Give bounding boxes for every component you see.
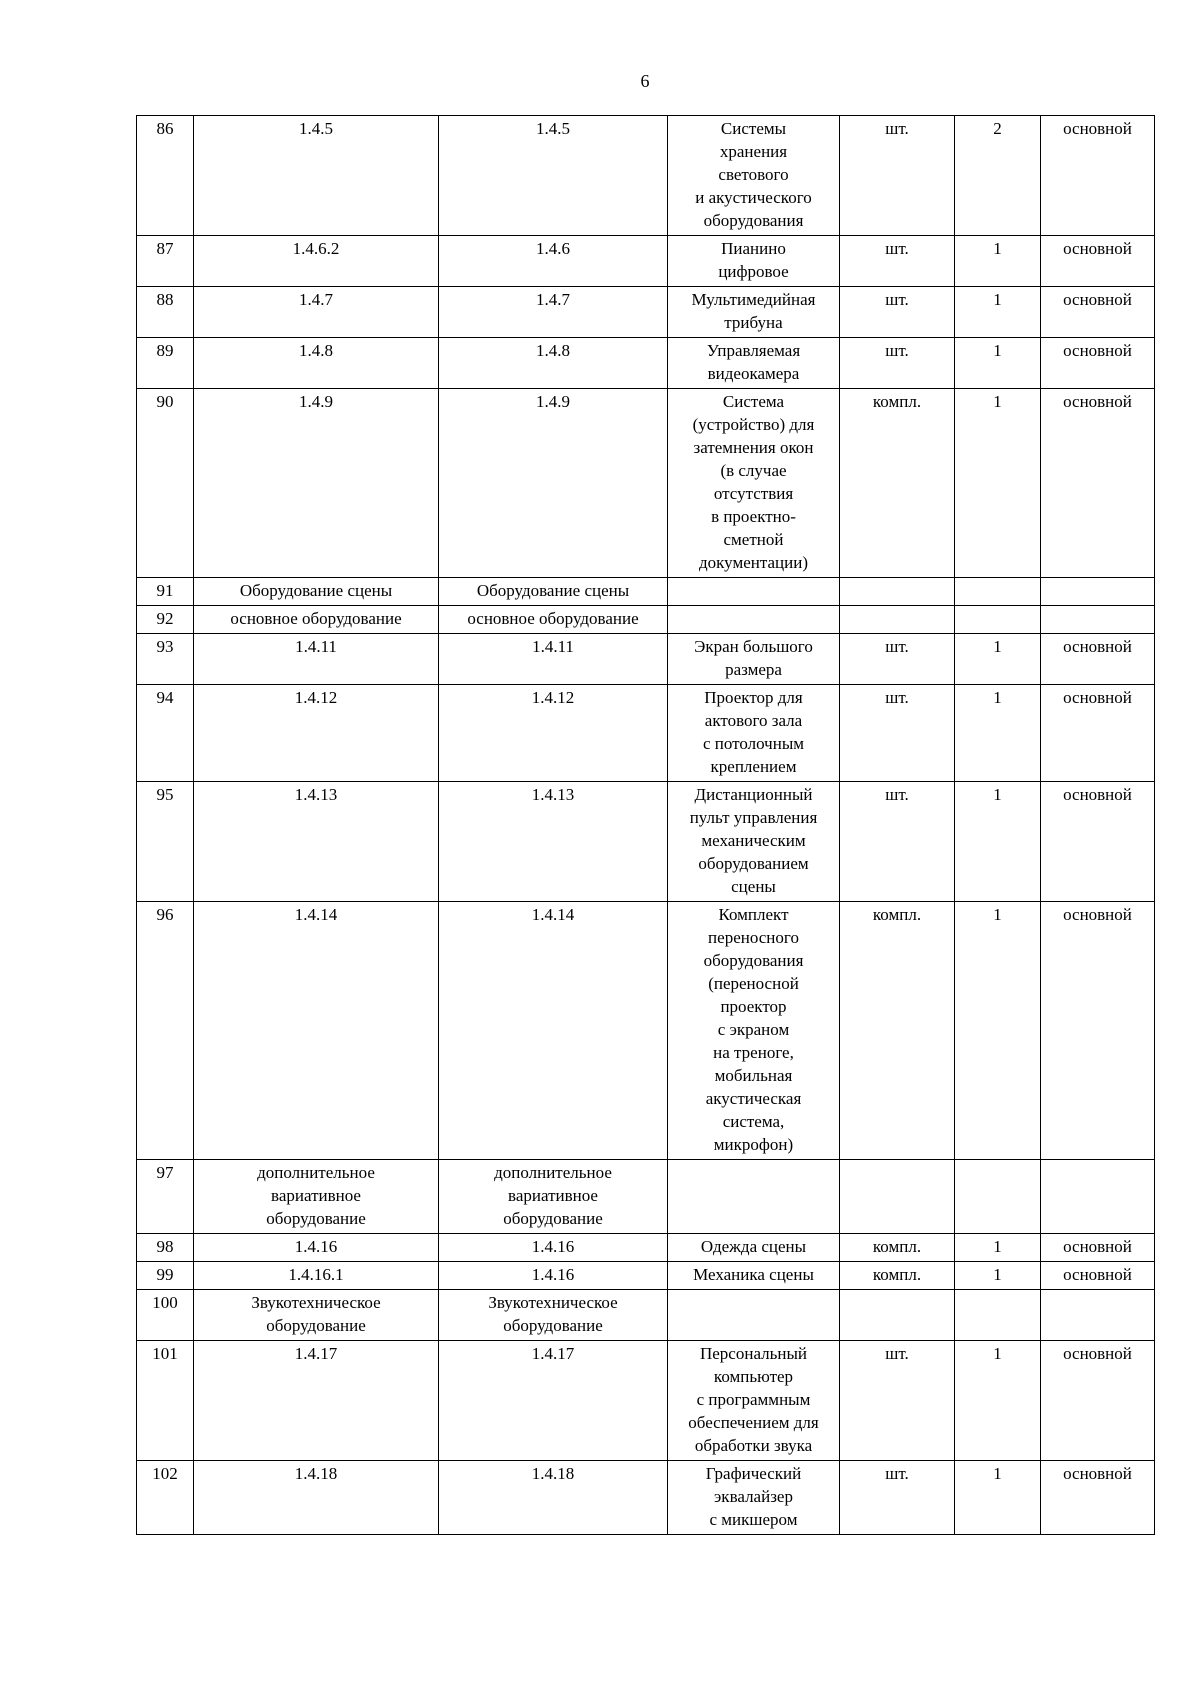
item-name-cell: Пианино цифровое	[668, 236, 840, 287]
unit-cell: шт.	[840, 1341, 955, 1461]
unit-cell	[840, 1160, 955, 1234]
quantity-cell: 1	[955, 287, 1041, 338]
unit-cell: компл.	[840, 902, 955, 1160]
item-name-cell: Персональный компьютер с программным обеспечением для обработки звука	[668, 1341, 840, 1461]
type-cell: основной	[1041, 782, 1155, 902]
quantity-cell: 1	[955, 1234, 1041, 1262]
code-b-cell: 1.4.8	[439, 338, 668, 389]
unit-cell: компл.	[840, 389, 955, 578]
code-b-cell: 1.4.5	[439, 116, 668, 236]
type-cell: основной	[1041, 287, 1155, 338]
type-cell: основной	[1041, 236, 1155, 287]
row-number-cell: 95	[137, 782, 194, 902]
code-a-cell: 1.4.16	[194, 1234, 439, 1262]
table-row	[137, 1461, 1155, 1535]
unit-cell: шт.	[840, 236, 955, 287]
item-name-cell: Экран большого размера	[668, 634, 840, 685]
code-a-cell: 1.4.13	[194, 782, 439, 902]
quantity-cell: 1	[955, 634, 1041, 685]
type-cell: основной	[1041, 1461, 1155, 1535]
quantity-cell: 1	[955, 389, 1041, 578]
code-b-cell: 1.4.13	[439, 782, 668, 902]
type-cell: основной	[1041, 116, 1155, 236]
item-name-cell: Комплект переносного оборудования (переносной проектор с экраном на треноге, мобильная акустическая система, микрофон)	[668, 902, 840, 1160]
code-a-cell: 1.4.16.1	[194, 1262, 439, 1290]
type-cell: основной	[1041, 685, 1155, 782]
code-b-cell: Звукотехническое оборудование	[439, 1290, 668, 1341]
code-b-cell: 1.4.14	[439, 902, 668, 1160]
code-b-cell: 1.4.9	[439, 389, 668, 578]
code-a-cell: основное оборудование	[194, 606, 439, 634]
code-b-cell: дополнительное вариативное оборудование	[439, 1160, 668, 1234]
table-row	[137, 606, 1155, 634]
unit-cell: компл.	[840, 1262, 955, 1290]
quantity-cell: 1	[955, 902, 1041, 1160]
code-a-cell: 1.4.7	[194, 287, 439, 338]
type-cell: основной	[1041, 634, 1155, 685]
row-number-cell: 93	[137, 634, 194, 685]
table-row	[137, 902, 1155, 1160]
table-row	[137, 389, 1155, 578]
unit-cell: шт.	[840, 782, 955, 902]
item-name-cell: Одежда сцены	[668, 1234, 840, 1262]
code-a-cell: 1.4.9	[194, 389, 439, 578]
type-cell	[1041, 578, 1155, 606]
type-cell: основной	[1041, 389, 1155, 578]
quantity-cell	[955, 578, 1041, 606]
unit-cell: компл.	[840, 1234, 955, 1262]
item-name-cell	[668, 606, 840, 634]
row-number-cell: 101	[137, 1341, 194, 1461]
table-row	[137, 1234, 1155, 1262]
unit-cell: шт.	[840, 116, 955, 236]
unit-cell	[840, 578, 955, 606]
code-a-cell: 1.4.18	[194, 1461, 439, 1535]
item-name-cell	[668, 1290, 840, 1341]
code-a-cell: 1.4.6.2	[194, 236, 439, 287]
item-name-cell: Система (устройство) для затемнения окон (в случае отсутствия в проектно- сметной документации)	[668, 389, 840, 578]
table-row	[137, 1160, 1155, 1234]
code-a-cell: Звукотехническое оборудование	[194, 1290, 439, 1341]
row-number-cell: 89	[137, 338, 194, 389]
item-name-cell: Мультимедийная трибуна	[668, 287, 840, 338]
table-row	[137, 1262, 1155, 1290]
unit-cell: шт.	[840, 338, 955, 389]
quantity-cell: 1	[955, 685, 1041, 782]
row-number-cell: 94	[137, 685, 194, 782]
row-number-cell: 99	[137, 1262, 194, 1290]
table-row	[137, 338, 1155, 389]
item-name-cell	[668, 1160, 840, 1234]
row-number-cell: 92	[137, 606, 194, 634]
table-row	[137, 685, 1155, 782]
code-b-cell: 1.4.18	[439, 1461, 668, 1535]
quantity-cell: 2	[955, 116, 1041, 236]
code-b-cell: основное оборудование	[439, 606, 668, 634]
unit-cell: шт.	[840, 634, 955, 685]
code-a-cell: 1.4.17	[194, 1341, 439, 1461]
item-name-cell: Дистанционный пульт управления механическим оборудованием сцены	[668, 782, 840, 902]
table-row	[137, 634, 1155, 685]
row-number-cell: 90	[137, 389, 194, 578]
code-a-cell: 1.4.12	[194, 685, 439, 782]
quantity-cell: 1	[955, 236, 1041, 287]
code-a-cell: 1.4.5	[194, 116, 439, 236]
unit-cell: шт.	[840, 287, 955, 338]
code-a-cell: 1.4.14	[194, 902, 439, 1160]
type-cell: основной	[1041, 1234, 1155, 1262]
code-b-cell: 1.4.7	[439, 287, 668, 338]
equipment-table	[136, 115, 1155, 1535]
item-name-cell: Управляемая видеокамера	[668, 338, 840, 389]
row-number-cell: 100	[137, 1290, 194, 1341]
type-cell	[1041, 606, 1155, 634]
quantity-cell	[955, 1160, 1041, 1234]
code-a-cell: 1.4.8	[194, 338, 439, 389]
code-a-cell: Оборудование сцены	[194, 578, 439, 606]
quantity-cell	[955, 606, 1041, 634]
table-row	[137, 1341, 1155, 1461]
code-b-cell: 1.4.6	[439, 236, 668, 287]
table-row	[137, 578, 1155, 606]
row-number-cell: 88	[137, 287, 194, 338]
type-cell: основной	[1041, 1341, 1155, 1461]
row-number-cell: 102	[137, 1461, 194, 1535]
table-row	[137, 1290, 1155, 1341]
type-cell	[1041, 1290, 1155, 1341]
item-name-cell: Проектор для актового зала с потолочным креплением	[668, 685, 840, 782]
code-b-cell: 1.4.16	[439, 1262, 668, 1290]
unit-cell	[840, 606, 955, 634]
quantity-cell: 1	[955, 1262, 1041, 1290]
unit-cell: шт.	[840, 685, 955, 782]
code-b-cell: 1.4.12	[439, 685, 668, 782]
item-name-cell: Графический эквалайзер с микшером	[668, 1461, 840, 1535]
item-name-cell: Системы хранения светового и акустического оборудования	[668, 116, 840, 236]
quantity-cell: 1	[955, 782, 1041, 902]
table-row	[137, 782, 1155, 902]
row-number-cell: 98	[137, 1234, 194, 1262]
quantity-cell	[955, 1290, 1041, 1341]
type-cell: основной	[1041, 902, 1155, 1160]
type-cell	[1041, 1160, 1155, 1234]
row-number-cell: 87	[137, 236, 194, 287]
table-row	[137, 236, 1155, 287]
unit-cell	[840, 1290, 955, 1341]
unit-cell: шт.	[840, 1461, 955, 1535]
code-b-cell: 1.4.17	[439, 1341, 668, 1461]
row-number-cell: 86	[137, 116, 194, 236]
code-a-cell: дополнительное вариативное оборудование	[194, 1160, 439, 1234]
row-number-cell: 97	[137, 1160, 194, 1234]
code-b-cell: Оборудование сцены	[439, 578, 668, 606]
type-cell: основной	[1041, 1262, 1155, 1290]
row-number-cell: 91	[137, 578, 194, 606]
table-row	[137, 287, 1155, 338]
code-b-cell: 1.4.11	[439, 634, 668, 685]
table-row	[137, 116, 1155, 236]
quantity-cell: 1	[955, 338, 1041, 389]
type-cell: основной	[1041, 338, 1155, 389]
page-number: 6	[640, 71, 650, 91]
item-name-cell: Механика сцены	[668, 1262, 840, 1290]
item-name-cell	[668, 578, 840, 606]
quantity-cell: 1	[955, 1461, 1041, 1535]
row-number-cell: 96	[137, 902, 194, 1160]
code-b-cell: 1.4.16	[439, 1234, 668, 1262]
code-a-cell: 1.4.11	[194, 634, 439, 685]
quantity-cell: 1	[955, 1341, 1041, 1461]
